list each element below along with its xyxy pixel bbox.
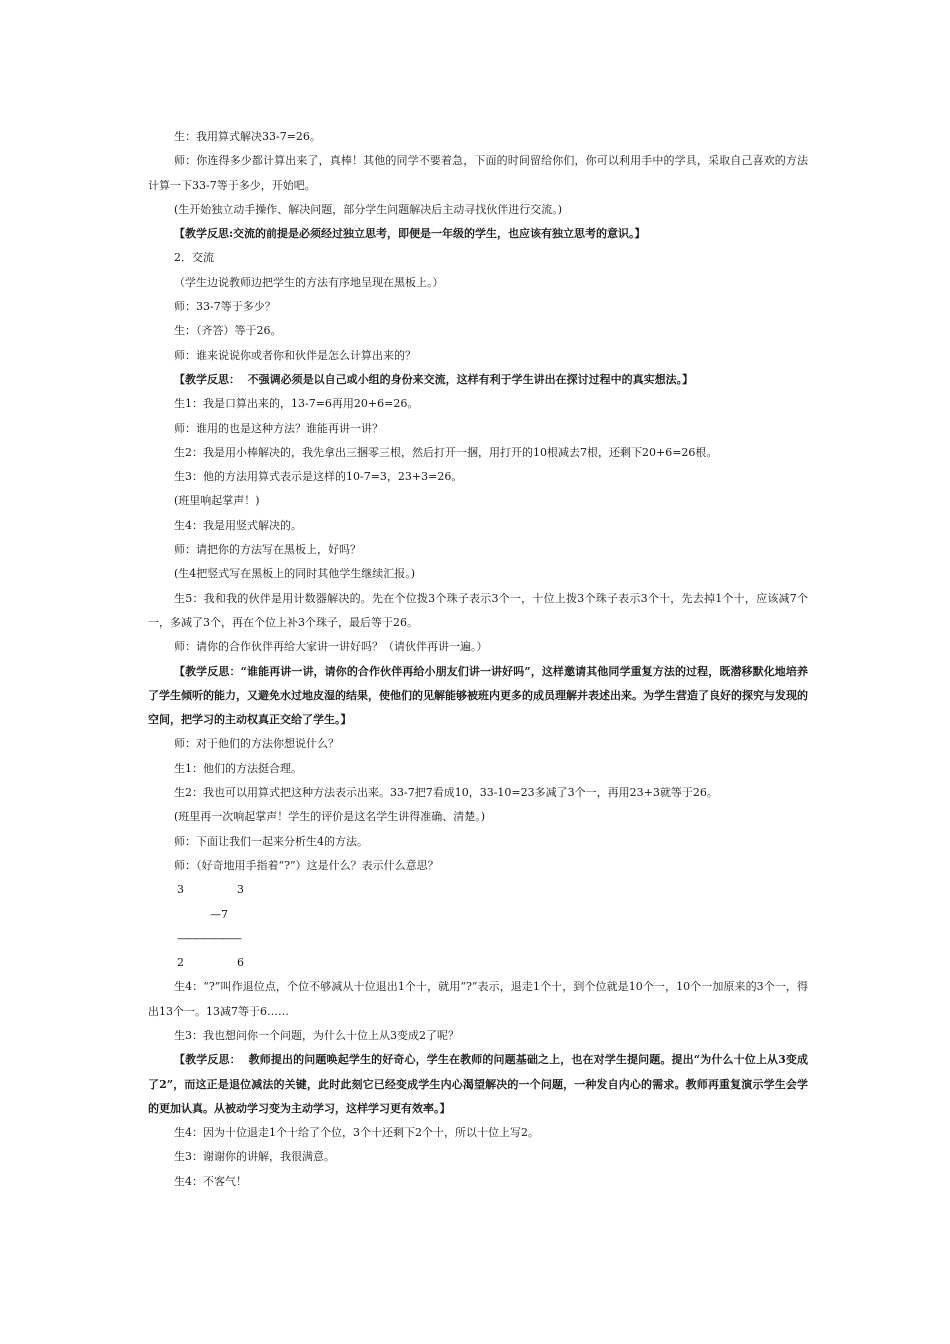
dialogue-paragraph: 生：（齐答）等于26。 bbox=[174, 324, 282, 338]
dialogue-paragraph: 生2：我是用小棒解决的，我先拿出三捆零三根，然后打开一捆，用打开的10根减去7根，还剩下20+6=26根。 bbox=[174, 445, 718, 459]
dialogue-paragraph: 生4：不客气！ bbox=[174, 1174, 247, 1188]
calc-result-ones: 6 bbox=[237, 956, 244, 970]
dialogue-paragraph: 师：请你的合作伙伴再给大家讲一讲好吗？（请伙伴再讲一遍。） bbox=[174, 640, 488, 654]
dialogue-paragraph: 师：对于他们的方法你想说什么？ bbox=[174, 737, 339, 751]
dialogue-paragraph: 生3：谢谢你的讲解，我很满意。 bbox=[174, 1150, 335, 1164]
dialogue-paragraph: 生4：因为十位退走1个十给了个位，3个十还剩下2个十，所以十位上写2。 bbox=[174, 1126, 539, 1140]
dialogue-paragraph: 生1：我是口算出来的，13-7=6再用20+6=26。 bbox=[174, 397, 419, 411]
dialogue-paragraph: 师：你连得多少都计算出来了，真棒！其他的同学不要着急，下面的时间留给你们，你可以利用手中的学具，采取自己喜欢的方法计算一下33-7等于多少，开始吧。 bbox=[148, 154, 808, 192]
calc-row-line bbox=[148, 927, 808, 951]
calc-row-1 bbox=[148, 878, 808, 902]
calc-divider-line: ——————— bbox=[177, 931, 240, 945]
dialogue-paragraph: 师：请把你的方法写在黑板上，好吗？ bbox=[174, 543, 361, 557]
dialogue-paragraph: 生4：我是用竖式解决的。 bbox=[174, 518, 302, 532]
document-body bbox=[148, 125, 808, 1194]
dialogue-paragraph: 师：33-7等于多少？ bbox=[174, 300, 276, 314]
dialogue-paragraph: 生3：他的方法用算式表示是这样的10-7=3，23+3=26。 bbox=[174, 470, 463, 484]
reflection-paragraph: 【教学反思:交流的前提是必须经过独立思考，即便是一年级的学生，也应该有独立思考的意识。】 bbox=[174, 227, 646, 241]
dialogue-paragraph: 生4：“?”叫作退位点，个位不够减从十位退出1个十，就用“?”表示，退走1个十，到个位就是10个一，10个一加原来的3个一，得出13个一。13减7等于6…… bbox=[148, 980, 808, 1018]
calc-subtrahend: —7 bbox=[210, 907, 228, 921]
dialogue-paragraph: （学生边说教师边把学生的方法有序地呈现在黑板上。） bbox=[174, 275, 444, 289]
dialogue-paragraph: 师：谁来说说你或者你和伙伴是怎么计算出来的？ bbox=[174, 348, 416, 362]
paragraph-group-after-calc bbox=[148, 975, 808, 1194]
calc-row-2 bbox=[148, 903, 808, 927]
dialogue-paragraph: (生开始独立动手操作、解决问题，部分学生问题解决后主动寻找伙伴进行交流。) bbox=[174, 202, 563, 216]
calc-result-tens: 2 bbox=[177, 956, 184, 970]
dialogue-paragraph: (生4把竖式写在黑板上的同时其他学生继续汇报。) bbox=[174, 567, 416, 581]
dialogue-paragraph: 生：我用算式解决33-7=26。 bbox=[174, 130, 321, 143]
calc-row-3 bbox=[148, 951, 808, 975]
calc-ones-digit: 3 bbox=[237, 883, 244, 897]
dialogue-paragraph: 师：下面让我们一起来分析生4的方法。 bbox=[174, 834, 368, 848]
paragraph-group-before-calc bbox=[148, 125, 808, 878]
dialogue-paragraph: 生3：我也想问你一个问题，为什么十位上从3变成2了呢？ bbox=[174, 1028, 459, 1042]
dialogue-paragraph: 生2：我也可以用算式把这种方法表示出来。33-7把7看成10，33-10=23多减了3个一，再用23+3就等于26。 bbox=[174, 786, 718, 800]
dialogue-paragraph: 生1：他们的方法挺合理。 bbox=[174, 761, 302, 775]
reflection-paragraph: 【教学反思： 教师提出的问题唤起学生的好奇心，学生在教师的问题基础之上，也在对学生提问题。提出“为什么十位上从3变成了2”，而这正是退位减法的关键，此时此刻它已经变成学生内心渴望解决的一个问题，一种发自内心的需求。教师再重复演示学生会学的更加认真。从被动学习变为主动学习，这样学习更有效率。】 bbox=[148, 1053, 808, 1115]
dialogue-paragraph: 师：（好奇地用手指着“?”）这是什么？表示什么意思？ bbox=[174, 858, 439, 872]
calc-tens-digit: 3 bbox=[177, 883, 184, 897]
dialogue-paragraph: (班里再一次响起掌声！学生的评价是这名学生讲得准确、清楚。) bbox=[174, 810, 486, 824]
vertical-calculation bbox=[148, 878, 808, 975]
reflection-paragraph: 【教学反思： 不强调必须是以自己或小组的身份来交流，这样有利于学生讲出在探讨过程中的真实想法。】 bbox=[174, 372, 694, 386]
reflection-paragraph: 【教学反思：“谁能再讲一讲，请你的合作伙伴再给小朋友们讲一讲好吗”，这样邀请其他同学重复方法的过程，既潜移默化地培养了学生倾听的能力，又避免水过地皮湿的结果，使他们的见解能够被班内更多的成员理解并表述出来。为学生营造了良好的探究与发现的空间，把学习的主动权真正交给了学生。】 bbox=[148, 664, 808, 727]
dialogue-paragraph: (班里响起掌声！) bbox=[174, 494, 260, 508]
dialogue-paragraph: 师：谁用的也是这种方法？谁能再讲一讲？ bbox=[174, 421, 383, 435]
dialogue-paragraph: 2．交流 bbox=[174, 251, 214, 265]
dialogue-paragraph: 生5：我和我的伙伴是用计数器解决的。先在个位拨3个珠子表示3个一，十位上拨3个珠子表示3个十，先去掉1个十，应该减7个一，多减了3个，再在个位上补3个珠子，最后等于26。 bbox=[148, 591, 808, 629]
